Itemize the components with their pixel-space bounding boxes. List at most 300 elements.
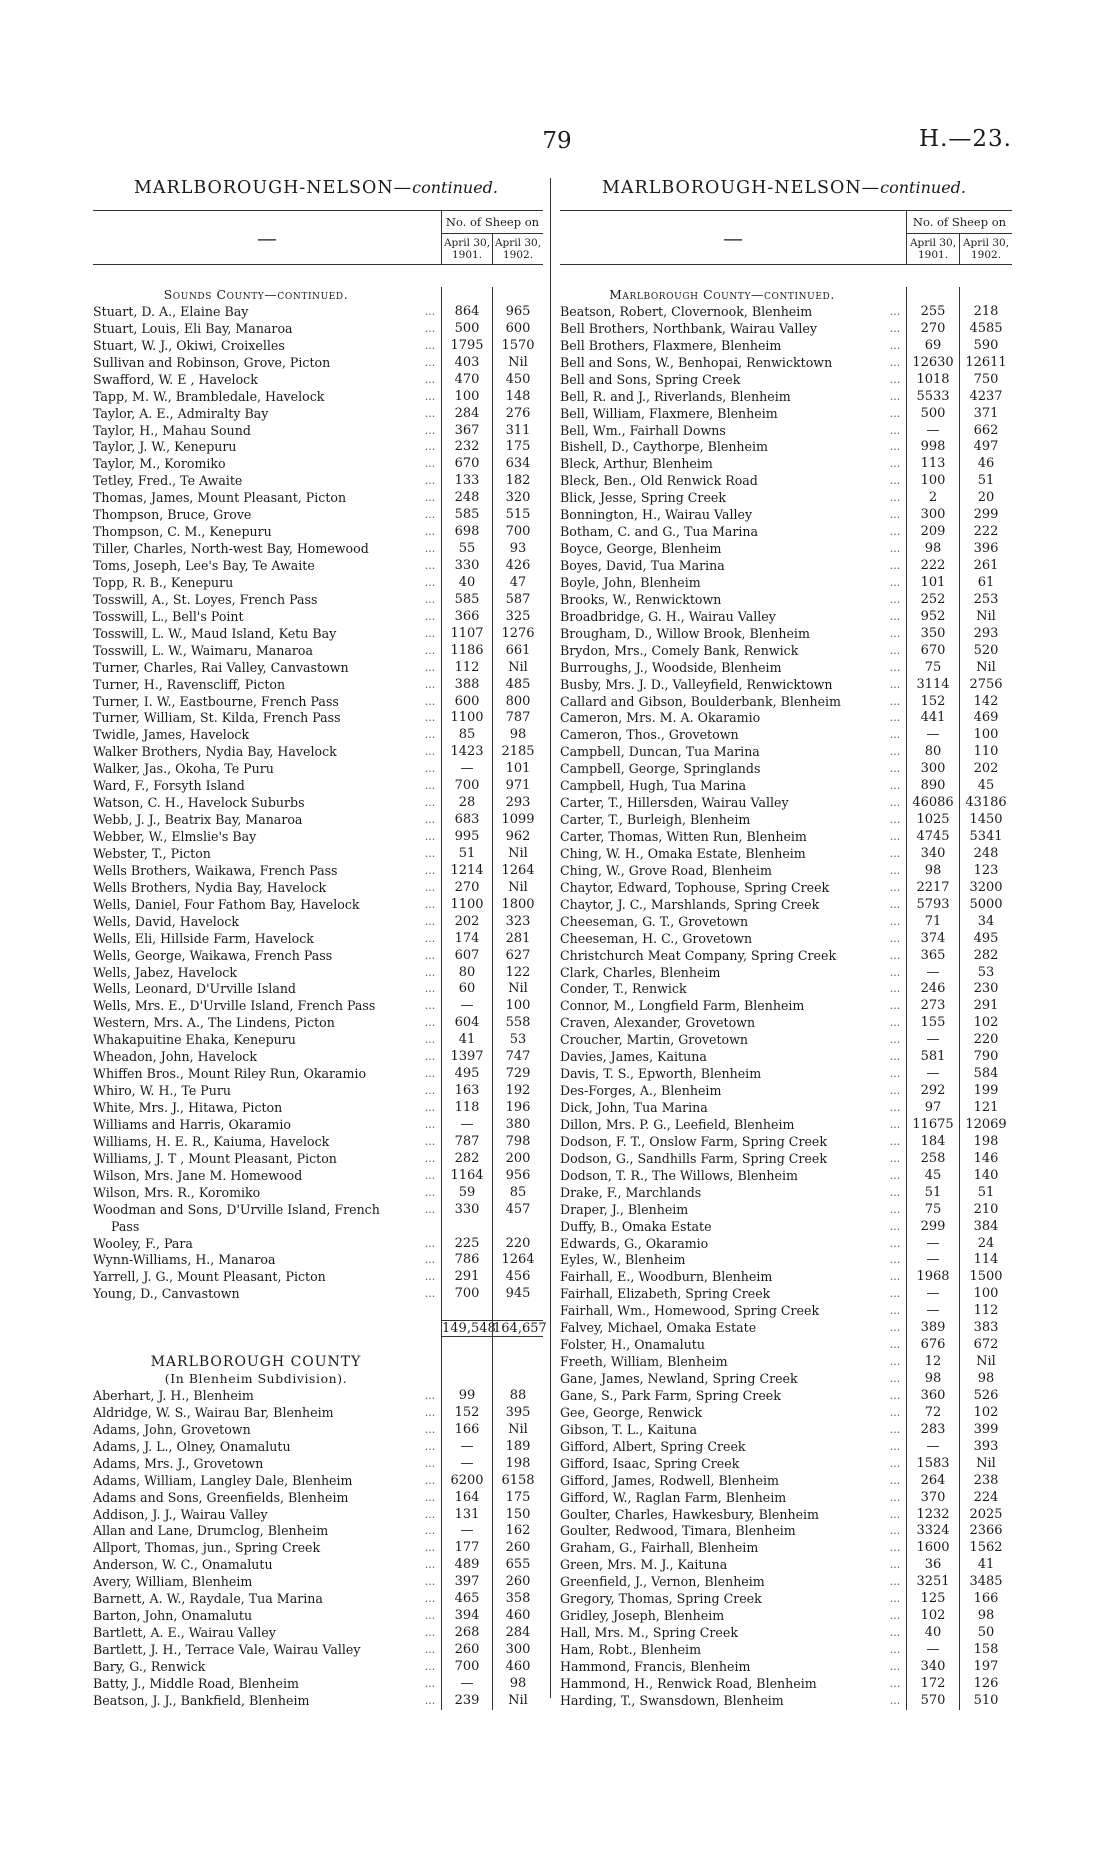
sheep-1902: 51: [959, 1185, 1012, 1202]
owner-name: Beatson, J. J., Bankfield, Blenheim: [93, 1692, 310, 1708]
right-title-continued: continued.: [880, 178, 967, 197]
owner-name: Duffy, B., Omaka Estate: [560, 1218, 712, 1234]
leader-dots: ...: [889, 999, 901, 1013]
owner-name: Green, Mrs. M. J., Kaituna: [560, 1557, 728, 1573]
sheep-1902: 126: [959, 1676, 1012, 1693]
owner-name: Gregory, Thomas, Spring Creek: [560, 1591, 762, 1607]
sheep-1901: 80: [906, 744, 959, 761]
leader-dots: ...: [424, 1388, 436, 1402]
sheep-1901: 1164: [441, 1168, 492, 1185]
sheep-1902: 5000: [959, 897, 1012, 914]
sheep-1901: 998: [906, 439, 959, 456]
owner-name: Wells, David, Havelock: [93, 913, 240, 929]
owner-name: Barton, John, Onamalutu: [93, 1608, 253, 1624]
leader-dots: ...: [424, 1253, 436, 1267]
owner-name: Gifford, Albert, Spring Creek: [560, 1438, 746, 1454]
sheep-1901: 252: [906, 592, 959, 609]
sheep-1902: 311: [492, 423, 543, 440]
owner-name: Wells, Eli, Hillside Farm, Havelock: [93, 930, 314, 946]
table-row: [560, 338, 1012, 355]
sheep-1901: 581: [906, 1049, 959, 1066]
owner-name: Tetley, Fred., Te Awaite: [93, 473, 243, 489]
sheep-1901: 166: [441, 1422, 492, 1439]
leader-dots: ...: [889, 1168, 901, 1182]
sheep-1902: 12611: [959, 355, 1012, 372]
table-row: [560, 1337, 1012, 1354]
sheep-1901: —: [906, 1286, 959, 1303]
sheep-1902: 45: [959, 778, 1012, 795]
sheep-1901: 500: [441, 321, 492, 338]
leader-dots: ...: [424, 1067, 436, 1081]
sheep-1901: 100: [906, 473, 959, 490]
table-row: [93, 981, 543, 998]
sheep-1902: 526: [959, 1388, 1012, 1405]
sheep-1902: 4585: [959, 321, 1012, 338]
table-row: [560, 609, 1012, 626]
totals-row: [93, 1320, 547, 1337]
spacer-row: [93, 1303, 543, 1320]
leader-dots: ...: [424, 1016, 436, 1030]
owner-name: Fairhall, Elizabeth, Spring Creek: [560, 1286, 771, 1302]
owner-name: Tosswill, L., Bell's Point: [93, 608, 244, 624]
owner-name: Blick, Jesse, Spring Creek: [560, 490, 726, 506]
leader-dots: ...: [889, 796, 901, 810]
continuation-text: Pass: [111, 1218, 140, 1234]
sheep-1902: 199: [959, 1083, 1012, 1100]
owner-name: Gee, George, Renwick: [560, 1404, 703, 1420]
leader-dots: ...: [889, 711, 901, 725]
sheep-1902: 150: [492, 1507, 543, 1524]
table-row: [560, 1168, 1012, 1185]
sheep-1901: 3114: [906, 677, 959, 694]
sheep-1901: 670: [441, 456, 492, 473]
owner-name: Webber, W., Elmslie's Bay: [93, 829, 257, 844]
table-row: [93, 1015, 543, 1032]
table-row: [560, 355, 1012, 372]
owner-name: Wells Brothers, Nydia Bay, Havelock: [93, 879, 327, 895]
sheep-1901: 100: [441, 389, 492, 406]
owner-name: Adams, John, Grovetown: [93, 1421, 251, 1437]
table-row: [93, 998, 543, 1015]
leader-dots: ...: [889, 1270, 901, 1284]
section-subtitle: (In Blenheim Subdivision).: [164, 1371, 348, 1386]
owner-name: Burroughs, J., Woodside, Blenheim: [560, 659, 782, 675]
owner-name: Wells, Jabez, Havelock: [93, 964, 237, 980]
owner-name: Adams, William, Langley Dale, Blenheim: [93, 1472, 353, 1488]
sheep-1902: 192: [492, 1083, 543, 1100]
table-row: [560, 1185, 1012, 1202]
sheep-1902: 50: [959, 1625, 1012, 1642]
sheep-1902: 98: [492, 727, 543, 744]
table-row: [93, 490, 543, 507]
left-table-header: [93, 210, 543, 265]
sheep-1902: 100: [959, 1286, 1012, 1303]
sheep-1902: 220: [959, 1032, 1012, 1049]
owner-name: Taylor, H., Mahau Sound: [93, 422, 251, 438]
sheep-1902: 34: [959, 914, 1012, 931]
owner-name: Chaytor, Edward, Tophouse, Spring Creek: [560, 879, 830, 895]
table-row: [93, 1236, 543, 1253]
section-title: Sounds County—continued.: [163, 287, 349, 302]
sheep-1901: 260: [441, 1642, 492, 1659]
leader-dots: ...: [889, 846, 901, 860]
leader-dots: ...: [889, 1609, 901, 1623]
sheep-1902: 24: [959, 1236, 1012, 1253]
owner-name: Stuart, W. J., Okiwi, Croixelles: [93, 337, 285, 353]
table-row: [93, 1049, 543, 1066]
sheep-1901: 607: [441, 948, 492, 965]
sheep-1902: 61: [959, 575, 1012, 592]
sheep-1901: 232: [441, 439, 492, 456]
table-row: [93, 1642, 543, 1659]
table-row: [560, 575, 1012, 592]
leader-dots: ...: [424, 626, 436, 640]
owner-name: Allan and Lane, Drumclog, Blenheim: [93, 1523, 329, 1539]
sheep-1901: 222: [906, 558, 959, 575]
sheep-1902: 383: [959, 1320, 1012, 1337]
owner-name: Young, D., Canvastown: [93, 1286, 240, 1302]
sheep-1901: 1025: [906, 812, 959, 829]
leader-dots: ...: [424, 846, 436, 860]
leader-dots: ...: [889, 575, 901, 589]
leader-dots: ...: [889, 1101, 901, 1114]
owner-name: Conder, T., Renwick: [560, 981, 687, 997]
owner-name: Wells, George, Waikawa, French Pass: [93, 947, 333, 963]
sheep-1902: Nil: [492, 981, 543, 998]
owner-name: Tosswill, A., St. Loyes, French Pass: [93, 591, 318, 607]
sheep-1902: 122: [492, 965, 543, 982]
owner-name: Thompson, C. M., Kenepuru: [93, 524, 272, 540]
owner-name: Brydon, Mrs., Comely Bank, Renwick: [560, 642, 799, 658]
table-row: [560, 1236, 1012, 1253]
leader-dots: ...: [424, 1490, 436, 1504]
sheep-1901: 1186: [441, 643, 492, 660]
sheep-1901: 75: [906, 1202, 959, 1219]
owner-name: Gridley, Joseph, Blenheim: [560, 1608, 725, 1624]
leader-dots: ...: [424, 796, 436, 810]
sheep-1901: 786: [441, 1252, 492, 1269]
total-1902: 164,657: [493, 1321, 547, 1337]
sheep-1901: 60: [441, 981, 492, 998]
owner-name: Williams, H. E. R., Kaiuma, Havelock: [93, 1133, 330, 1149]
sheep-1902: 230: [959, 981, 1012, 998]
sheep-1901: 2: [906, 490, 959, 507]
owner-name: Goulter, Charles, Hawkesbury, Blenheim: [560, 1506, 820, 1522]
sheep-1901: 40: [906, 1625, 959, 1642]
table-row: [93, 1134, 543, 1151]
table-row: [560, 1066, 1012, 1083]
sheep-1901: 3324: [906, 1523, 959, 1540]
right-column: [560, 178, 1012, 1710]
owner-name: Hammond, Francis, Blenheim: [560, 1658, 751, 1674]
table-row: [560, 1693, 1012, 1710]
leader-dots: ...: [889, 423, 901, 437]
sheep-1901: 585: [441, 507, 492, 524]
owner-name: Turner, William, St. Kilda, French Pass: [93, 710, 341, 726]
leader-dots: ...: [424, 863, 436, 877]
sheep-1902: 790: [959, 1049, 1012, 1066]
owner-name: Webb, J. J., Beatrix Bay, Manaroa: [93, 812, 303, 828]
table-row: [93, 1625, 543, 1642]
sheep-1902: 224: [959, 1490, 1012, 1507]
leader-dots: ...: [889, 1253, 901, 1267]
leader-dots: ...: [424, 372, 436, 386]
table-row: [560, 389, 1012, 406]
sheep-1901: 374: [906, 931, 959, 948]
sheep-1902: 175: [492, 1490, 543, 1507]
sheep-1901: 98: [906, 863, 959, 880]
sheep-1901: 184: [906, 1134, 959, 1151]
sheep-1901: 12630: [906, 355, 959, 372]
owner-name: Adams, Mrs. J., Grovetown: [93, 1455, 264, 1471]
leader-dots: ...: [424, 1168, 436, 1182]
total-1901: 149,548: [442, 1321, 496, 1337]
owner-name: Bishell, D., Caythorpe, Blenheim: [560, 439, 768, 455]
sheep-1901: 1100: [441, 710, 492, 727]
leader-dots: ...: [889, 897, 901, 911]
leader-dots: ...: [424, 999, 436, 1013]
owner-name: Watson, C. H., Havelock Suburbs: [93, 795, 305, 811]
owner-name: Toms, Joseph, Lee's Bay, Te Awaite: [93, 558, 315, 573]
sheep-1902: 325: [492, 609, 543, 626]
sheep-1902: 1500: [959, 1269, 1012, 1286]
owner-name: Wells, Mrs. E., D'Urville Island, French Pass: [93, 998, 376, 1014]
owner-name: White, Mrs. J., Hitawa, Picton: [93, 1100, 283, 1115]
sheep-1902: 320: [492, 490, 543, 507]
table-row: [560, 304, 1012, 321]
sheep-1902: 200: [492, 1151, 543, 1168]
left-column: [93, 178, 547, 1710]
sheep-1901: 264: [906, 1473, 959, 1490]
sheep-1902: 2756: [959, 677, 1012, 694]
sheep-1902: 293: [492, 795, 543, 812]
leader-dots: ...: [424, 559, 436, 572]
sheep-1902: 460: [492, 1608, 543, 1625]
owner-name: Bonnington, H., Wairau Valley: [560, 507, 753, 523]
header-col-1902: April 30, 1902.: [960, 234, 1013, 265]
sheep-1902: 93: [492, 541, 543, 558]
leader-dots: ...: [424, 779, 436, 793]
owner-name: Williams and Harris, Okaramio: [93, 1116, 292, 1132]
sheep-1902: 655: [492, 1557, 543, 1574]
owner-name: Bell, Wm., Fairhall Downs: [560, 422, 726, 438]
table-row: [93, 829, 543, 846]
table-row: [93, 660, 543, 677]
table-row: [560, 677, 1012, 694]
sheep-1902: 112: [959, 1303, 1012, 1320]
table-row: [560, 456, 1012, 473]
table-row: [560, 1083, 1012, 1100]
table-row: [93, 1269, 543, 1286]
table-row: [93, 1405, 543, 1422]
header-dash: —: [257, 225, 277, 250]
sheep-1901: 36: [906, 1557, 959, 1574]
sheep-1902: 20: [959, 490, 1012, 507]
owner-name: Hall, Mrs. M., Spring Creek: [560, 1625, 738, 1641]
leader-dots: ...: [889, 1219, 901, 1233]
sheep-1901: 397: [441, 1574, 492, 1591]
leader-dots: ...: [424, 1117, 436, 1131]
owner-name: Swafford, W. E , Havelock: [93, 371, 258, 387]
sheep-1901: 12: [906, 1354, 959, 1371]
table-row: [93, 338, 543, 355]
owner-name: Turner, I. W., Eastbourne, French Pass: [93, 693, 339, 709]
sheep-1901: 1214: [441, 863, 492, 880]
sheep-1901: 246: [906, 981, 959, 998]
sheep-1901: 51: [441, 846, 492, 863]
sheep-1902: 956: [492, 1168, 543, 1185]
leader-dots: ...: [889, 609, 901, 623]
sheep-1901: —: [441, 1523, 492, 1540]
table-row: [560, 1371, 1012, 1388]
sheep-1902: 587: [492, 592, 543, 609]
leader-dots: ...: [424, 491, 436, 505]
sheep-1901: —: [906, 1236, 959, 1253]
table-row: [93, 439, 543, 456]
sheep-1901: —: [906, 423, 959, 440]
owner-name: Bartlett, A. E., Wairau Valley: [93, 1625, 276, 1641]
table-row: [93, 1456, 543, 1473]
sheep-1901: 291: [441, 1269, 492, 1286]
sheep-1901: 45: [906, 1168, 959, 1185]
table-row: [93, 575, 543, 592]
sheep-1901: 1600: [906, 1540, 959, 1557]
sheep-1901: —: [906, 1303, 959, 1320]
table-row: [560, 1151, 1012, 1168]
owner-name: Aldridge, W. S., Wairau Bar, Blenheim: [93, 1404, 334, 1420]
owner-name: Tosswill, L. W., Waimaru, Manaroa: [93, 642, 314, 658]
owner-name: Campbell, Hugh, Tua Marina: [560, 778, 747, 794]
owner-name: Aberhart, J. H., Blenheim: [93, 1387, 254, 1403]
sheep-1901: 202: [441, 914, 492, 931]
sheep-1902: 515: [492, 507, 543, 524]
sheep-1901: 5533: [906, 389, 959, 406]
table-row: [93, 321, 543, 338]
leader-dots: ...: [889, 406, 901, 420]
table-row: [560, 710, 1012, 727]
leader-dots: ...: [889, 457, 901, 471]
table-row: [93, 1608, 543, 1625]
sheep-1901: 133: [441, 473, 492, 490]
spacer-row: [93, 1337, 543, 1354]
leader-dots: ...: [889, 1236, 901, 1250]
owner-name: Ward, F., Forsyth Island: [93, 778, 245, 794]
sheep-1901: 155: [906, 1015, 959, 1032]
owner-name: Davis, T. S., Epworth, Blenheim: [560, 1066, 762, 1082]
sheep-1902: 98: [959, 1371, 1012, 1388]
leader-dots: ...: [889, 643, 901, 657]
leader-dots: ...: [889, 542, 901, 556]
leader-dots: ...: [424, 677, 436, 691]
sheep-1902: 198: [959, 1134, 1012, 1151]
sheep-1901: 98: [906, 541, 959, 558]
table-row: [560, 592, 1012, 609]
sheep-1902: 787: [492, 710, 543, 727]
sheep-1902: 276: [492, 406, 543, 423]
owner-name: Bleck, Ben., Old Renwick Road: [560, 473, 758, 489]
table-row: [93, 1202, 543, 1219]
table-row: [560, 1422, 1012, 1439]
sheep-1901: 864: [441, 304, 492, 321]
sheep-1901: 300: [906, 507, 959, 524]
leader-dots: ...: [424, 525, 436, 539]
leader-dots: ...: [889, 372, 901, 386]
table-row: [93, 1151, 543, 1168]
table-row: [93, 1490, 543, 1507]
owner-name: Thomas, James, Mount Pleasant, Picton: [93, 490, 347, 506]
owner-name: Cameron, Mrs. M. A. Okaramio: [560, 710, 761, 726]
leader-dots: ...: [889, 948, 901, 962]
sheep-1902: 485: [492, 677, 543, 694]
table-row: [560, 490, 1012, 507]
table-row: [560, 761, 1012, 778]
leader-dots: ...: [424, 1558, 436, 1572]
owner-name: Christchurch Meat Company, Spring Creek: [560, 947, 837, 963]
leader-dots: ...: [424, 830, 436, 843]
sheep-1902: 5341: [959, 829, 1012, 846]
table-row: [560, 1591, 1012, 1608]
page-number: 79: [542, 128, 572, 154]
sheep-1902: 202: [959, 761, 1012, 778]
sheep-1901: 75: [906, 660, 959, 677]
leader-dots: ...: [889, 931, 901, 945]
leader-dots: ...: [424, 389, 436, 403]
leader-dots: ...: [424, 1405, 436, 1419]
sheep-1902: Nil: [959, 660, 1012, 677]
sheep-1901: 4745: [906, 829, 959, 846]
leader-dots: ...: [424, 1592, 436, 1606]
document-reference: H.—23.: [919, 126, 1012, 152]
table-row: [560, 1676, 1012, 1693]
sheep-1902: 945: [492, 1286, 543, 1303]
sheep-1902: 51: [959, 473, 1012, 490]
leader-dots: ...: [889, 1185, 901, 1199]
leader-dots: ...: [424, 406, 436, 420]
sheep-1902: 293: [959, 626, 1012, 643]
sheep-1901: 389: [906, 1320, 959, 1337]
sheep-1901: 1583: [906, 1456, 959, 1473]
leader-dots: ...: [889, 1151, 901, 1165]
table-row: [560, 1252, 1012, 1269]
sheep-1902: 750: [959, 372, 1012, 389]
owner-name: Cameron, Thos., Grovetown: [560, 727, 739, 743]
leader-dots: ...: [889, 762, 901, 776]
table-row: [560, 1456, 1012, 1473]
sheep-1901: 952: [906, 609, 959, 626]
leader-dots: ...: [889, 1287, 901, 1301]
header-dash: —: [723, 225, 743, 250]
owner-name: Campbell, Duncan, Tua Marina: [560, 744, 760, 760]
leader-dots: ...: [889, 474, 901, 488]
owner-name: Eyles, W., Blenheim: [560, 1252, 686, 1268]
sheep-1902: 469: [959, 710, 1012, 727]
sheep-1901: 273: [906, 998, 959, 1015]
owner-name: Adams, J. L., Olney, Onamalutu: [93, 1438, 291, 1454]
sheep-1901: 388: [441, 677, 492, 694]
table-row: [560, 1032, 1012, 1049]
leader-dots: ...: [424, 1033, 436, 1047]
sheep-1902: 158: [959, 1642, 1012, 1659]
leader-dots: ...: [424, 1693, 436, 1707]
sheep-1902: 600: [492, 321, 543, 338]
sheep-1902: 1099: [492, 812, 543, 829]
sheep-1901: 172: [906, 1676, 959, 1693]
sheep-1902: 140: [959, 1168, 1012, 1185]
sheep-1901: 6200: [441, 1473, 492, 1490]
sheep-1901: 292: [906, 1083, 959, 1100]
right-table-header: [560, 210, 1012, 265]
table-row: [560, 727, 1012, 744]
